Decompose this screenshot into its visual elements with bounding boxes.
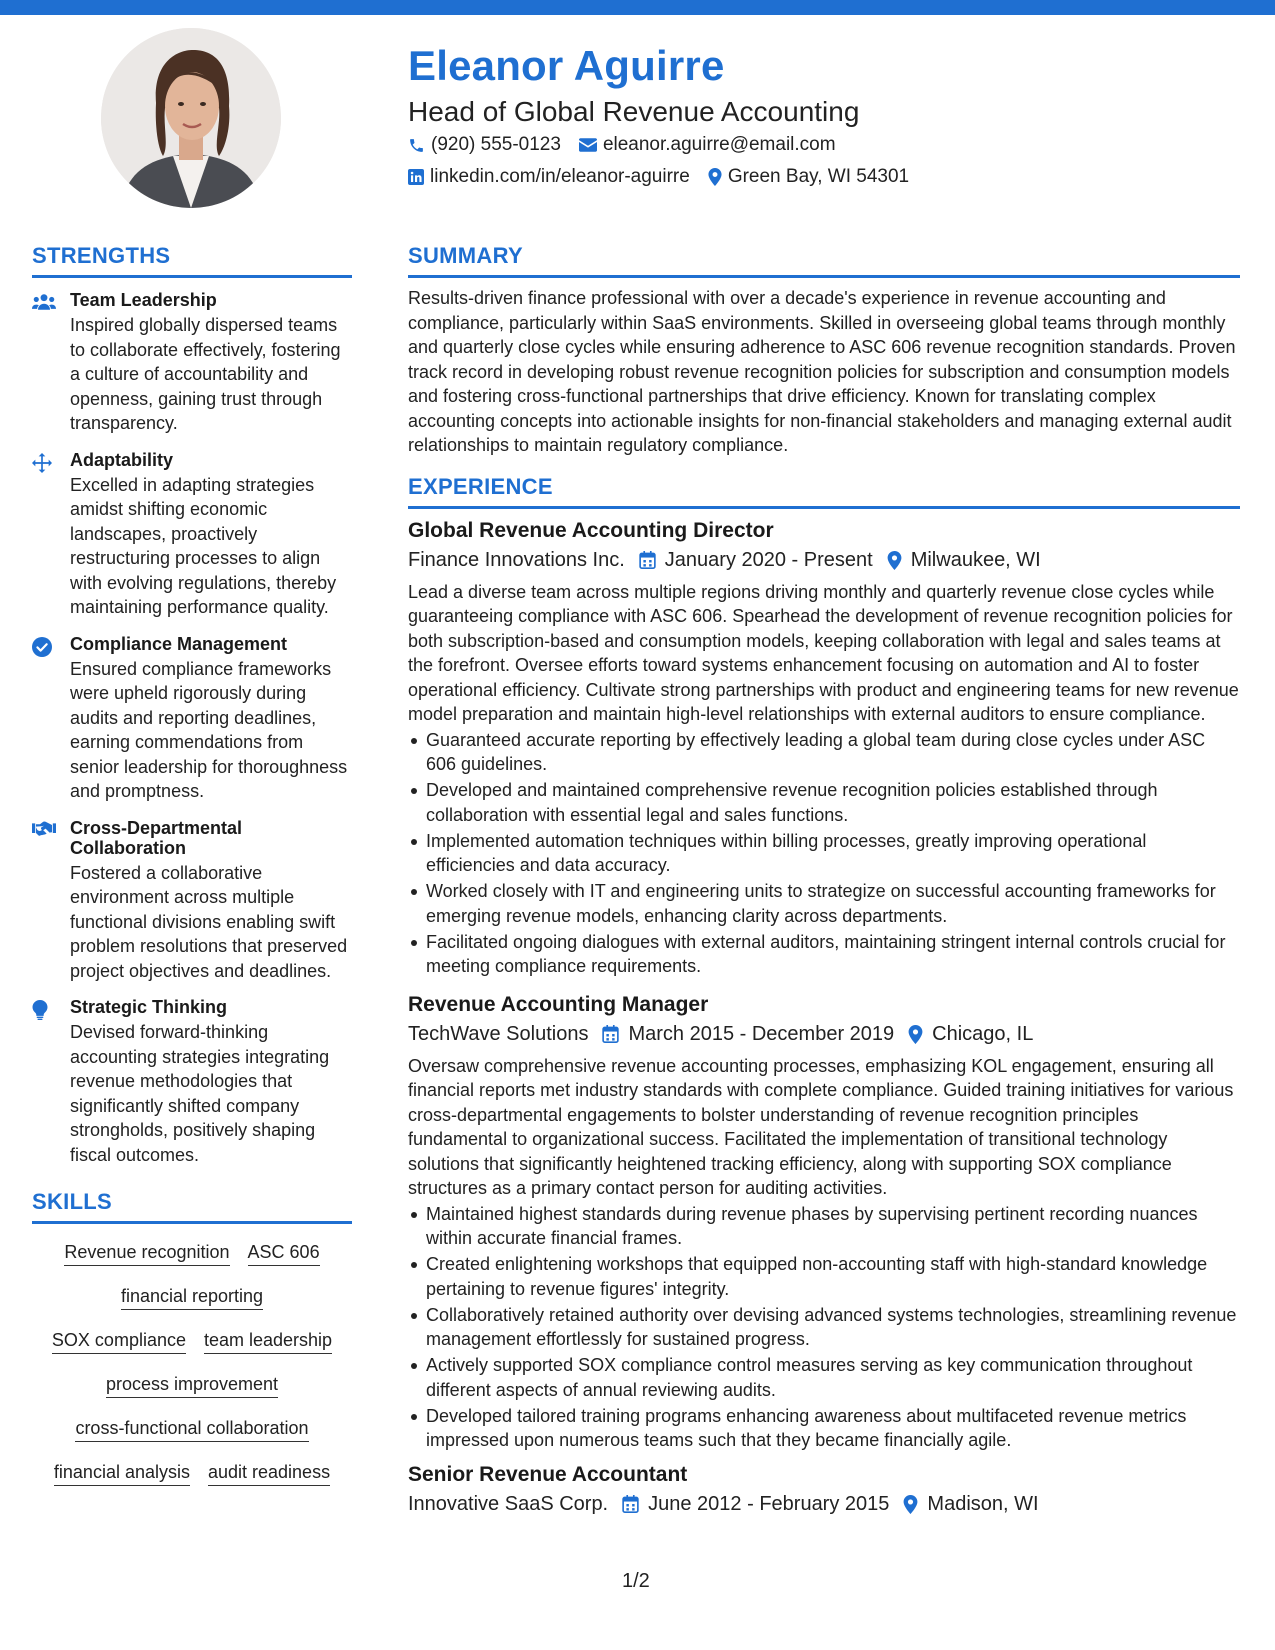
skill-tag: financial analysis — [54, 1462, 190, 1486]
job-title: Senior Revenue Accountant — [408, 1462, 688, 1486]
section-divider — [32, 275, 352, 278]
job-meta — [408, 1023, 1240, 1046]
phone-text: (920) 555-0123 — [431, 134, 561, 155]
job-description: Lead a diverse team across multiple regions driving monthly and quarterly revenue close cycles while guaranteeing compliance with ASC 606. Spearhead the development of revenue recognition policies for both subscription-based and consumption models, keeping collaboration with legal and sales teams at the forefront. Oversee efforts toward systems enhancement focusing on automation and AI to foster operational efficiency. Cultivate strong partnerships with product and engineering teams for new revenue model preparation and maintain high-level relationships with external auditors to ensure compliance. — [408, 581, 1239, 724]
skills-heading: SKILLS — [32, 1189, 113, 1214]
page-number: 1/2 — [622, 1570, 650, 1592]
job-company: Innovative SaaS Corp. — [408, 1492, 609, 1515]
handshake-icon — [32, 821, 56, 837]
skill-tag: SOX compliance — [52, 1330, 186, 1354]
job-location: Madison, WI — [927, 1492, 1039, 1515]
strength-title: Compliance Management — [70, 633, 288, 654]
section-divider — [408, 506, 1240, 509]
calendar-icon — [602, 1025, 619, 1043]
job-dates: June 2012 - February 2015 — [648, 1492, 890, 1515]
job-company: Finance Innovations Inc. — [408, 548, 625, 571]
linkedin-text: linkedin.com/in/eleanor-aguirre — [430, 166, 690, 187]
job-bullet: Developed tailored training programs enhancing awareness about multifaceted revenue metrics impressed upon numerous teams such that they became financially agile. — [408, 1404, 1240, 1453]
strength-desc: Inspired globally dispersed teams to collaborate effectively, fostering a culture of accountability and openness, gaining trust through transparency. — [70, 315, 341, 433]
section-divider — [408, 275, 1240, 278]
job-bullet: Developed and maintained comprehensive revenue recognition policies established through collaboration with essential legal and sales functions. — [408, 778, 1240, 827]
job-dates: January 2020 - Present — [664, 548, 873, 571]
job-bullets — [408, 728, 1240, 979]
strength-desc: Ensured compliance frameworks were upheld rigorously during audits and reporting deadlines, earning commendations from senior leadership for thoroughness and promptness. — [70, 658, 348, 801]
job-location: Milwaukee, WI — [910, 548, 1041, 571]
job-location-group — [908, 1023, 1033, 1046]
summary-heading: SUMMARY — [408, 243, 523, 268]
strength-item — [32, 450, 352, 620]
job-bullet: Worked closely with IT and engineering units to strategize on successful accounting frameworks for emerging revenue models, enhancing clarity across departments. — [408, 879, 1240, 928]
email-contact[interactable] — [579, 134, 836, 156]
job-bullet: Guaranteed accurate reporting by effectively leading a global team during close cycles under ASC 606 guidelines. — [408, 728, 1240, 777]
contact-row-2 — [408, 166, 927, 188]
contact-row-1 — [408, 134, 854, 156]
map-pin-icon — [908, 1025, 923, 1044]
skill-tag: Revenue recognition — [64, 1242, 229, 1266]
job-dates: March 2015 - December 2019 — [628, 1022, 895, 1045]
skill-tag: ASC 606 — [248, 1242, 320, 1266]
summary-text: Results-driven finance professional with over a decade's experience in revenue accounting and compliance, particularly within SaaS environments. Skilled in overseeing global teams through monthly and quarterly close cycles while ensuring adherence to ASC 606 revenue recognition standards. Proven track record in developing robust revenue recognition policies for subscription and consumption models and fostering cross-functional partnerships that drive efficiency. Known for translating complex accounting concepts into actionable insights for non-financial stakeholders and managing external audit relationships to maintain regulatory compliance. — [408, 288, 1236, 455]
strength-item — [32, 818, 352, 984]
job-location-group — [887, 549, 1041, 572]
job-location-group — [903, 1493, 1038, 1516]
skill-tag: process improvement — [106, 1374, 278, 1398]
job-dates-group — [622, 1493, 889, 1516]
summary-section — [408, 243, 1240, 458]
job-title: Revenue Accounting Manager — [408, 992, 709, 1016]
skill-tag: audit readiness — [208, 1462, 330, 1486]
job-entry — [408, 993, 1240, 1453]
strength-item — [32, 290, 352, 436]
left-column — [32, 243, 352, 1486]
job-bullet: Actively supported SOX compliance control measures serving as key communication throughout different aspects of annual reviewing audits. — [408, 1353, 1240, 1402]
strengths-section — [32, 243, 352, 1167]
arrows-move-icon — [32, 453, 52, 473]
lightbulb-icon — [32, 1000, 48, 1020]
section-divider — [32, 1221, 352, 1224]
map-pin-icon — [708, 168, 722, 186]
phone-icon — [408, 137, 425, 154]
linkedin-contact[interactable] — [408, 166, 690, 188]
skill-tag: cross-functional collaboration — [75, 1418, 308, 1442]
experience-heading: EXPERIENCE — [408, 473, 553, 499]
skill-tag: team leadership — [204, 1330, 332, 1354]
skills-list — [32, 1242, 352, 1486]
strengths-list — [32, 290, 352, 1167]
job-dates-group — [602, 1023, 894, 1046]
job-location: Chicago, IL — [932, 1022, 1034, 1045]
profile-photo — [101, 28, 281, 208]
job-bullets — [408, 1202, 1240, 1453]
strength-title: Adaptability — [70, 449, 174, 470]
candidate-name: Eleanor Aguirre — [408, 42, 725, 89]
job-bullet: Created enlightening workshops that equipped non-accounting staff with high-standard knowledge pertaining to revenue figures' integrity. — [408, 1252, 1240, 1301]
job-meta — [408, 1493, 1240, 1516]
job-bullet: Collaboratively retained authority over devising advanced systems technologies, streamlining revenue management effortlessly for sustained progress. — [408, 1303, 1240, 1352]
experience-section — [408, 474, 1240, 1516]
strength-desc: Fostered a collaborative environment across multiple functional divisions enabling swift problem resolutions that preserved project objectives and deadlines. — [70, 862, 348, 981]
job-description: Oversaw comprehensive revenue accounting processes, emphasizing KOL engagement, ensuring all financial reports met industry standards with complete compliance. Guided training initiatives for various cross-departmental engagements to bolster understanding of revenue recognition principles fundamental to organizational success. Facilitated the implementation of transitional technology solutions that significantly heightened tracking efficiency, along with supporting SOX compliance structures as a primary contact person for auditing activities. — [408, 1055, 1234, 1198]
job-company: TechWave Solutions — [408, 1022, 589, 1045]
strength-title: Cross-Departmental Collaboration — [70, 817, 243, 858]
job-bullet: Implemented automation techniques within billing processes, greatly improving operational efficiencies and data accuracy. — [408, 829, 1240, 878]
job-bullet: Facilitated ongoing dialogues with external auditors, maintaining stringent internal controls crucial for meeting compliance requirements. — [408, 930, 1240, 979]
linkedin-icon — [408, 169, 424, 185]
location-text: Green Bay, WI 54301 — [727, 166, 910, 187]
map-pin-icon — [903, 1495, 918, 1514]
job-dates-group — [639, 549, 873, 572]
email-text: eleanor.aguirre@email.com — [602, 134, 836, 155]
job-bullet: Maintained highest standards during revenue phases by supervising pertinent recording nuances within accurate financial frames. — [408, 1202, 1240, 1251]
users-icon — [32, 293, 56, 311]
strengths-heading: STRENGTHS — [32, 243, 171, 268]
strength-title: Team Leadership — [70, 290, 217, 310]
top-accent-bar — [0, 0, 1275, 15]
calendar-icon — [639, 551, 656, 569]
check-circle-icon — [32, 637, 52, 657]
strength-item — [32, 997, 352, 1167]
skill-tag: financial reporting — [121, 1286, 263, 1310]
job-entry — [408, 519, 1240, 979]
strength-desc: Devised forward-thinking accounting strategies integrating revenue methodologies that significantly shifted company strongholds, positively shaping fiscal outcomes. — [70, 1022, 330, 1165]
job-entry — [408, 1463, 1240, 1516]
skills-section — [32, 1189, 352, 1486]
location-contact — [708, 166, 909, 188]
calendar-icon — [622, 1495, 639, 1513]
strength-title: Strategic Thinking — [70, 997, 228, 1017]
job-title: Global Revenue Accounting Director — [408, 518, 774, 542]
job-meta — [408, 549, 1240, 572]
strength-item — [32, 634, 352, 804]
strength-desc: Excelled in adapting strategies amidst shifting economic landscapes, proactively restructuring processes to align with evolving regulations, thereby maintaining performance quality. — [70, 474, 337, 617]
candidate-role: Head of Global Revenue Accounting — [408, 96, 860, 127]
map-pin-icon — [887, 551, 902, 570]
phone-contact[interactable] — [408, 134, 561, 156]
envelope-icon — [579, 138, 597, 152]
right-column — [408, 243, 1240, 1516]
